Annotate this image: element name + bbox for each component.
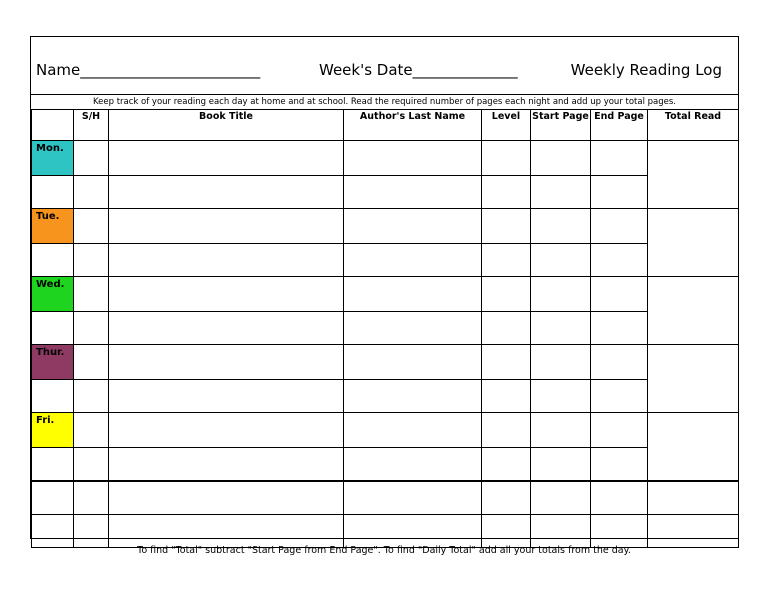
day-label-cell: Fri. xyxy=(32,413,74,448)
end-page-cell[interactable] xyxy=(591,141,648,176)
level-cell[interactable] xyxy=(482,380,531,413)
table-row xyxy=(32,380,739,413)
end-page-cell[interactable] xyxy=(591,244,648,277)
table-row xyxy=(32,413,739,448)
total-read-cell[interactable] xyxy=(648,515,739,548)
end-page-cell[interactable] xyxy=(591,277,648,312)
end-page-cell[interactable] xyxy=(591,481,648,515)
level-cell[interactable] xyxy=(482,448,531,482)
day-spare-cell xyxy=(32,481,74,515)
author-cell[interactable] xyxy=(344,244,482,277)
start-page-cell[interactable] xyxy=(531,515,591,548)
sh-cell[interactable] xyxy=(74,176,109,209)
level-cell[interactable] xyxy=(482,345,531,380)
total-read-cell[interactable] xyxy=(648,277,739,345)
book-title-cell[interactable] xyxy=(109,141,344,176)
book-title-cell[interactable] xyxy=(109,448,344,482)
day-spare-cell xyxy=(32,312,74,345)
day-spare-cell xyxy=(32,515,74,548)
start-page-cell[interactable] xyxy=(531,141,591,176)
reading-log-sheet xyxy=(30,36,739,539)
footer-note: To find "Total" subtract "Start Page from End Page". To find "Daily Total" add all your totals from the day. xyxy=(137,545,631,556)
table-row xyxy=(32,209,739,244)
author-cell[interactable] xyxy=(344,312,482,345)
author-cell[interactable] xyxy=(344,481,482,515)
book-title-cell[interactable] xyxy=(109,345,344,380)
start-page-cell[interactable] xyxy=(531,481,591,515)
weeks-date-field-label[interactable]: Week's Date______________ xyxy=(319,61,518,79)
start-page-cell[interactable] xyxy=(531,176,591,209)
level-cell[interactable] xyxy=(482,244,531,277)
end-page-cell[interactable] xyxy=(591,176,648,209)
level-cell[interactable] xyxy=(482,176,531,209)
level-cell[interactable] xyxy=(482,277,531,312)
reading-log-table xyxy=(31,109,739,548)
author-cell[interactable] xyxy=(344,209,482,244)
name-field-label[interactable]: Name________________________ xyxy=(36,61,261,79)
start-page-cell[interactable] xyxy=(531,277,591,312)
book-title-cell[interactable] xyxy=(109,312,344,345)
start-page-cell[interactable] xyxy=(531,312,591,345)
level-cell[interactable] xyxy=(482,209,531,244)
level-cell[interactable] xyxy=(482,141,531,176)
table-row xyxy=(32,312,739,345)
table-header-row xyxy=(32,110,739,141)
total-read-cell[interactable] xyxy=(648,413,739,482)
start-page-cell[interactable] xyxy=(531,413,591,448)
sh-cell[interactable] xyxy=(74,209,109,244)
level-cell[interactable] xyxy=(482,515,531,548)
end-page-cell[interactable] xyxy=(591,312,648,345)
start-page-cell[interactable] xyxy=(531,380,591,413)
page-title: Weekly Reading Log xyxy=(570,61,722,79)
total-read-cell[interactable] xyxy=(648,141,739,209)
table-row xyxy=(32,277,739,312)
author-cell[interactable] xyxy=(344,176,482,209)
day-spare-cell xyxy=(32,176,74,209)
day-label-cell: Thur. xyxy=(32,345,74,380)
sh-cell[interactable] xyxy=(74,277,109,312)
book-title-cell[interactable] xyxy=(109,515,344,548)
sh-cell[interactable] xyxy=(74,413,109,448)
day-spare-cell xyxy=(32,448,74,482)
end-page-cell[interactable] xyxy=(591,515,648,548)
book-title-cell[interactable] xyxy=(109,380,344,413)
sh-cell[interactable] xyxy=(74,481,109,515)
level-cell[interactable] xyxy=(482,481,531,515)
end-page-cell[interactable] xyxy=(591,345,648,380)
book-title-cell[interactable] xyxy=(109,413,344,448)
table-row xyxy=(32,141,739,176)
book-title-column-header: Book Title xyxy=(109,110,344,141)
author-column-header: Author's Last Name xyxy=(344,110,482,141)
book-title-cell[interactable] xyxy=(109,277,344,312)
total-read-column-header: Total Read xyxy=(648,110,739,141)
sh-column-header: S/H xyxy=(74,110,109,141)
table-row xyxy=(32,448,739,482)
day-column-header xyxy=(32,110,74,141)
sh-cell[interactable] xyxy=(74,345,109,380)
author-cell[interactable] xyxy=(344,448,482,482)
end-page-cell[interactable] xyxy=(591,380,648,413)
instructions-text: Keep track of your reading each day at home and at school. Read the required number of pages each night and add up your total pages. xyxy=(31,94,738,110)
total-read-cell[interactable] xyxy=(648,481,739,515)
log-body xyxy=(32,141,739,548)
book-title-cell[interactable] xyxy=(109,481,344,515)
start-page-cell[interactable] xyxy=(531,448,591,482)
author-cell[interactable] xyxy=(344,141,482,176)
start-page-cell[interactable] xyxy=(531,209,591,244)
day-label-cell: Wed. xyxy=(32,277,74,312)
end-page-column-header: End Page xyxy=(591,110,648,141)
start-page-column-header: Start Page xyxy=(531,110,591,141)
book-title-cell[interactable] xyxy=(109,176,344,209)
sh-cell[interactable] xyxy=(74,380,109,413)
author-cell[interactable] xyxy=(344,413,482,448)
author-cell[interactable] xyxy=(344,380,482,413)
end-page-cell[interactable] xyxy=(591,448,648,482)
day-label-cell: Mon. xyxy=(32,141,74,176)
sh-cell[interactable] xyxy=(74,515,109,548)
sh-cell[interactable] xyxy=(74,141,109,176)
level-cell[interactable] xyxy=(482,413,531,448)
total-read-cell[interactable] xyxy=(648,345,739,413)
book-title-cell[interactable] xyxy=(109,209,344,244)
sh-cell[interactable] xyxy=(74,244,109,277)
day-label-cell: Tue. xyxy=(32,209,74,244)
total-read-cell[interactable] xyxy=(648,209,739,277)
sh-cell[interactable] xyxy=(74,448,109,482)
table-row xyxy=(32,515,739,548)
table-row xyxy=(32,345,739,380)
table-row xyxy=(32,176,739,209)
level-column-header: Level xyxy=(482,110,531,141)
author-cell[interactable] xyxy=(344,345,482,380)
sh-cell[interactable] xyxy=(74,312,109,345)
table-row xyxy=(32,244,739,277)
author-cell[interactable] xyxy=(344,515,482,548)
book-title-cell[interactable] xyxy=(109,244,344,277)
day-spare-cell xyxy=(32,380,74,413)
author-cell[interactable] xyxy=(344,277,482,312)
end-page-cell[interactable] xyxy=(591,413,648,448)
day-spare-cell xyxy=(32,244,74,277)
start-page-cell[interactable] xyxy=(531,345,591,380)
level-cell[interactable] xyxy=(482,312,531,345)
table-row xyxy=(32,481,739,515)
end-page-cell[interactable] xyxy=(591,209,648,244)
start-page-cell[interactable] xyxy=(531,244,591,277)
